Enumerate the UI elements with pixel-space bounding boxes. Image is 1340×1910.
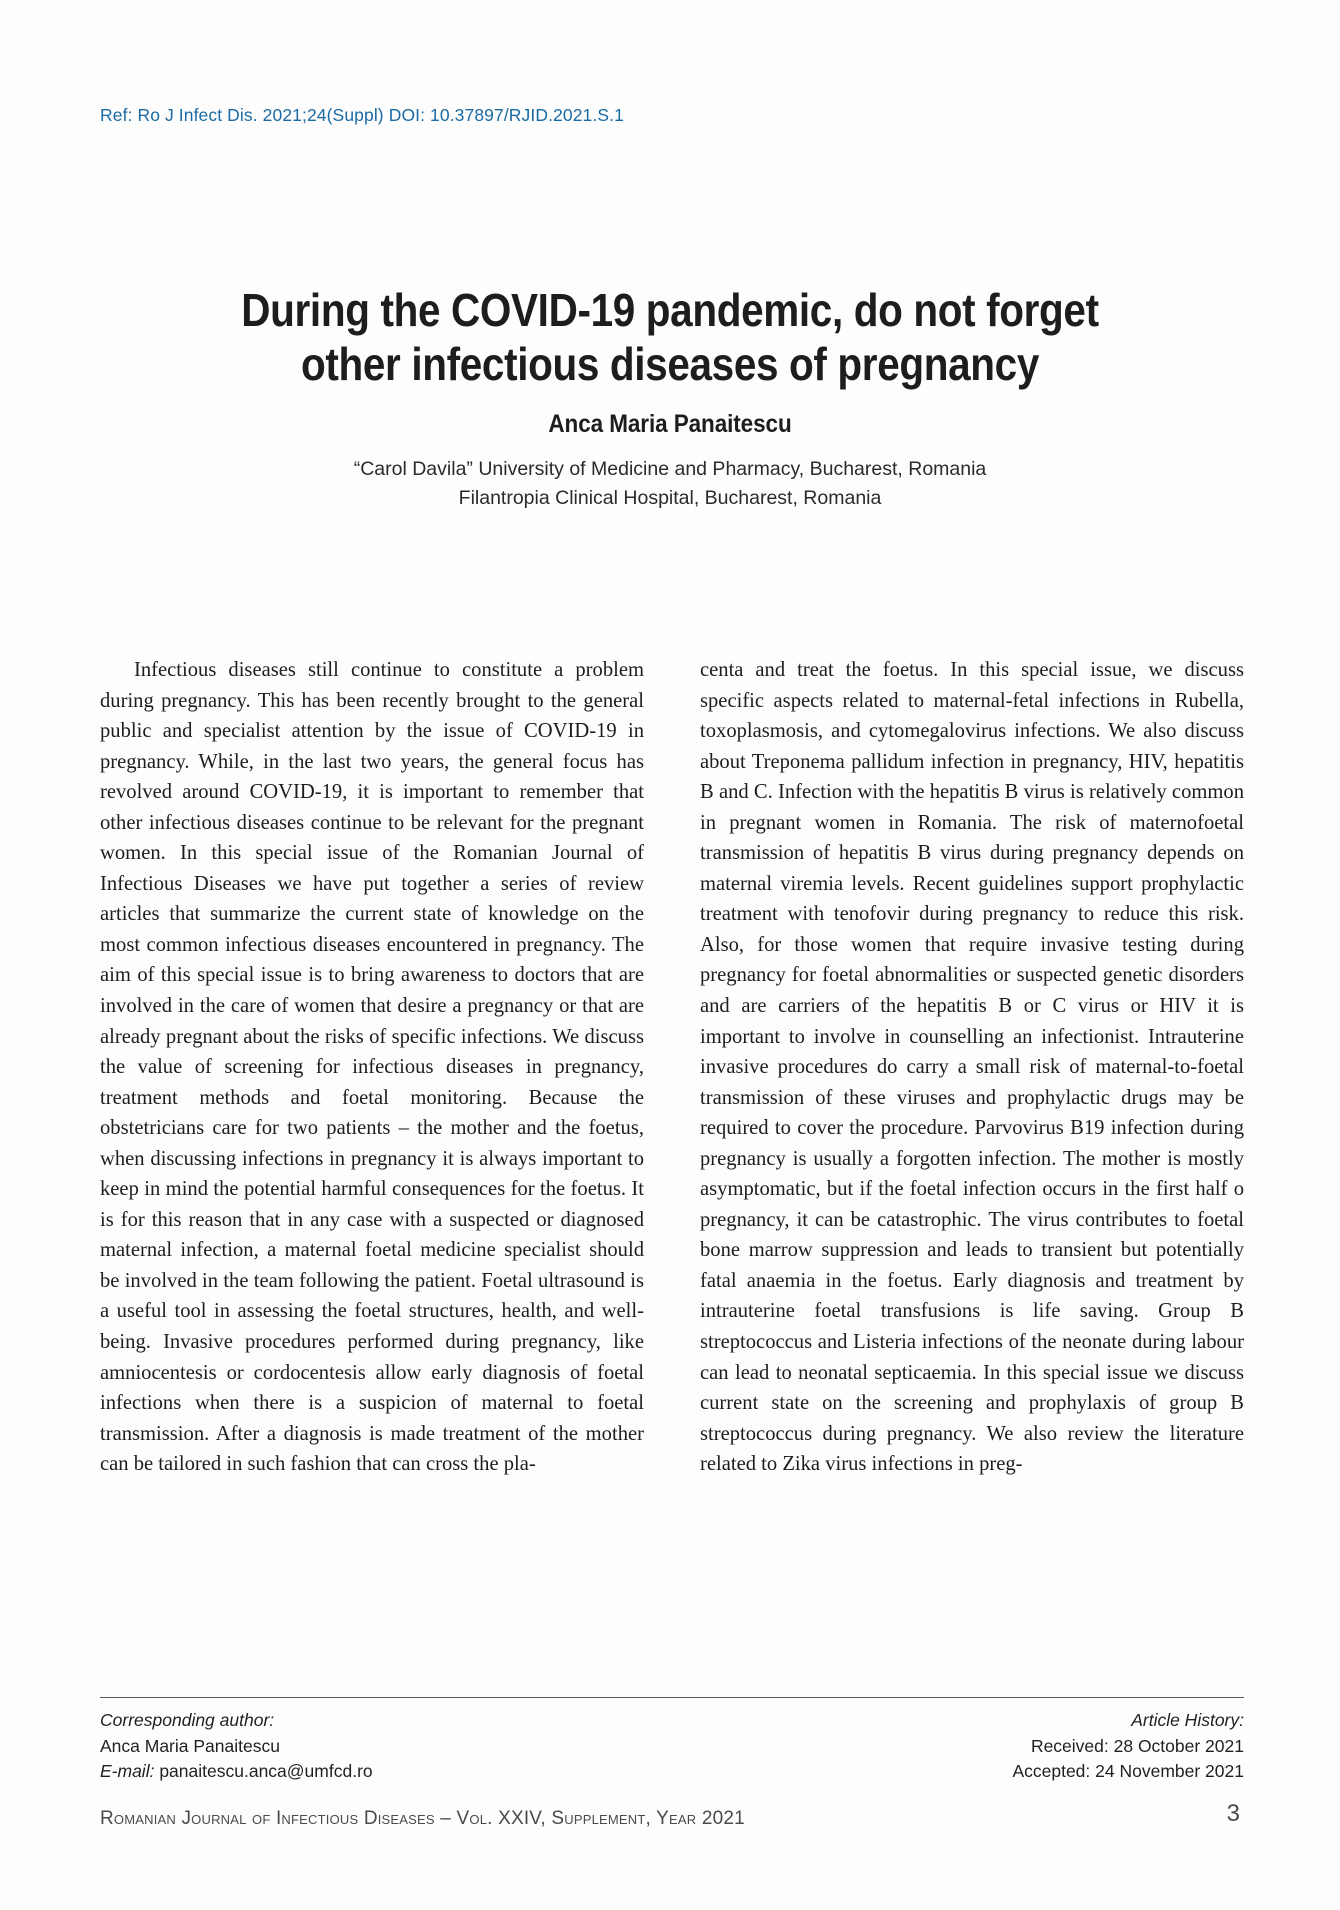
reference-block xyxy=(100,103,624,128)
body-column-right xyxy=(700,655,1244,1615)
affiliation-1: “Carol Davila” University of Medicine and Pharmacy, Bucharest, Romania xyxy=(353,458,987,480)
corresponding-author-block xyxy=(100,1708,373,1785)
body-paragraph-left: Infectious diseases still continue to constitute a problem during pregnancy. This has been recently brought to the general public and specialist attention by the issue of COVID-19 in pregnancy. While, in the last two years, the general focus has revolved around COVID-19, it is important to remember that other infectious diseases continue to be relevant for the pregnant women. In this special issue of the Romanian Journal of Infectious Diseases we have put together a series of review articles that summarize the current state of knowledge on the most common infectious diseases encountered in pregnancy. The aim of this special issue is to bring awareness to doctors that are involved in the care of women that desire a pregnancy or that are already pregnant about the risks of specific infections. We discuss the value of screening for infectious diseases in pregnancy, treatment methods and foetal monitoring. Because the obstetricians care for two patients – the mother and the foetus, when discussing infections in pregnancy it is always important to keep in mind the potential harmful consequences for the foetus. It is for this reason that in any case with a suspected or diagnosed maternal infection, a maternal foetal medicine specialist should be involved in the team following the patient. Foetal ultrasound is a useful tool in assessing the foetal structures, health, and well-being. Invasive procedures performed during pregnancy, like amniocentesis or cordocentesis allow early diagnosis of foetal infections when there is a suspicion of maternal to foetal transmission. After a diagnosis is made treatment of the mother can be tailored in such fashion that can cross the pla- xyxy=(100,659,644,1476)
corresponding-author-name: Anca Maria Panaitescu xyxy=(100,1735,280,1756)
article-history-label: Article History: xyxy=(1131,1710,1244,1730)
article-body xyxy=(100,655,1244,1615)
corresponding-author-label: Corresponding author: xyxy=(100,1710,275,1730)
article-accepted-date: Accepted: 24 November 2021 xyxy=(1012,1761,1244,1781)
author-name: Anca Maria Panaitescu xyxy=(548,410,792,438)
affiliations xyxy=(100,455,1240,513)
email-value[interactable]: panaitescu.anca@umfcd.ro xyxy=(159,1761,373,1781)
email-label: E-mail: xyxy=(100,1761,155,1781)
doi-link[interactable]: DOI: 10.37897/RJID.2021.S.1 xyxy=(388,105,624,125)
page-number: 3 xyxy=(1226,1800,1240,1827)
body-paragraph-right: centa and treat the foetus. In this special issue, we discuss specific aspects related to maternal-fetal infections in Rubella, toxoplasmosis, and cytomegalovirus infections. We also discuss about Treponema pallidum infection in pregnancy, HIV, hepatitis B and C. Infection with the hepatitis B virus is relatively common in pregnant women in Romania. The risk of maternofoetal transmission of hepatitis B virus during pregnancy depends on maternal viremia levels. Recent guidelines support prophylactic treatment with tenofovir during pregnancy to reduce this risk. Also, for those women that require invasive testing during pregnancy for foetal abnormalities or suspected genetic disorders and are carriers of the hepatitis B or C virus or HIV it is important to involve in counselling an infectionist. Intrauterine invasive procedures do carry a small risk of maternal-to-foetal transmission of these viruses and prophylactic drugs may be required to cover the procedure. Parvovirus B19 infection during pregnancy is usually a forgotten infection. The mother is mostly asymptomatic, but if the foetal infection occurs in the first half o pregnancy, it can be catastrophic. The virus contributes to foetal bone marrow suppression and leads to transient but potentially fatal anaemia in the foetus. Early diagnosis and treatment by intrauterine foetal transfusions is life saving. Group B streptococcus and Listeria infections of the neonate during labour can lead to neonatal septicaemia. In this special issue we discuss current state on the screening and prophylaxis of group B streptococcus during pregnancy. We also review the literature related to Zika virus infections in preg- xyxy=(700,659,1244,1476)
page-title xyxy=(168,283,1171,391)
journal-footer-line: Romanian Journal of Infectious Diseases – Vol. XXIV, Supplement, Year 2021 xyxy=(100,1808,745,1829)
body-column-left xyxy=(100,655,644,1615)
reference-citation: Ref: Ro J Infect Dis. 2021;24(Suppl) xyxy=(100,105,384,125)
title-line-1: During the COVID-19 pandemic, do not forget xyxy=(241,283,1099,336)
article-received-date: Received: 28 October 2021 xyxy=(1030,1735,1244,1756)
title-line-2: other infectious diseases of pregnancy xyxy=(301,337,1039,390)
footer-divider xyxy=(100,1697,1244,1698)
article-history-block xyxy=(1012,1708,1244,1785)
affiliation-2: Filantropia Clinical Hospital, Bucharest, Romania xyxy=(458,487,882,509)
corresponding-author-email xyxy=(100,1759,373,1785)
